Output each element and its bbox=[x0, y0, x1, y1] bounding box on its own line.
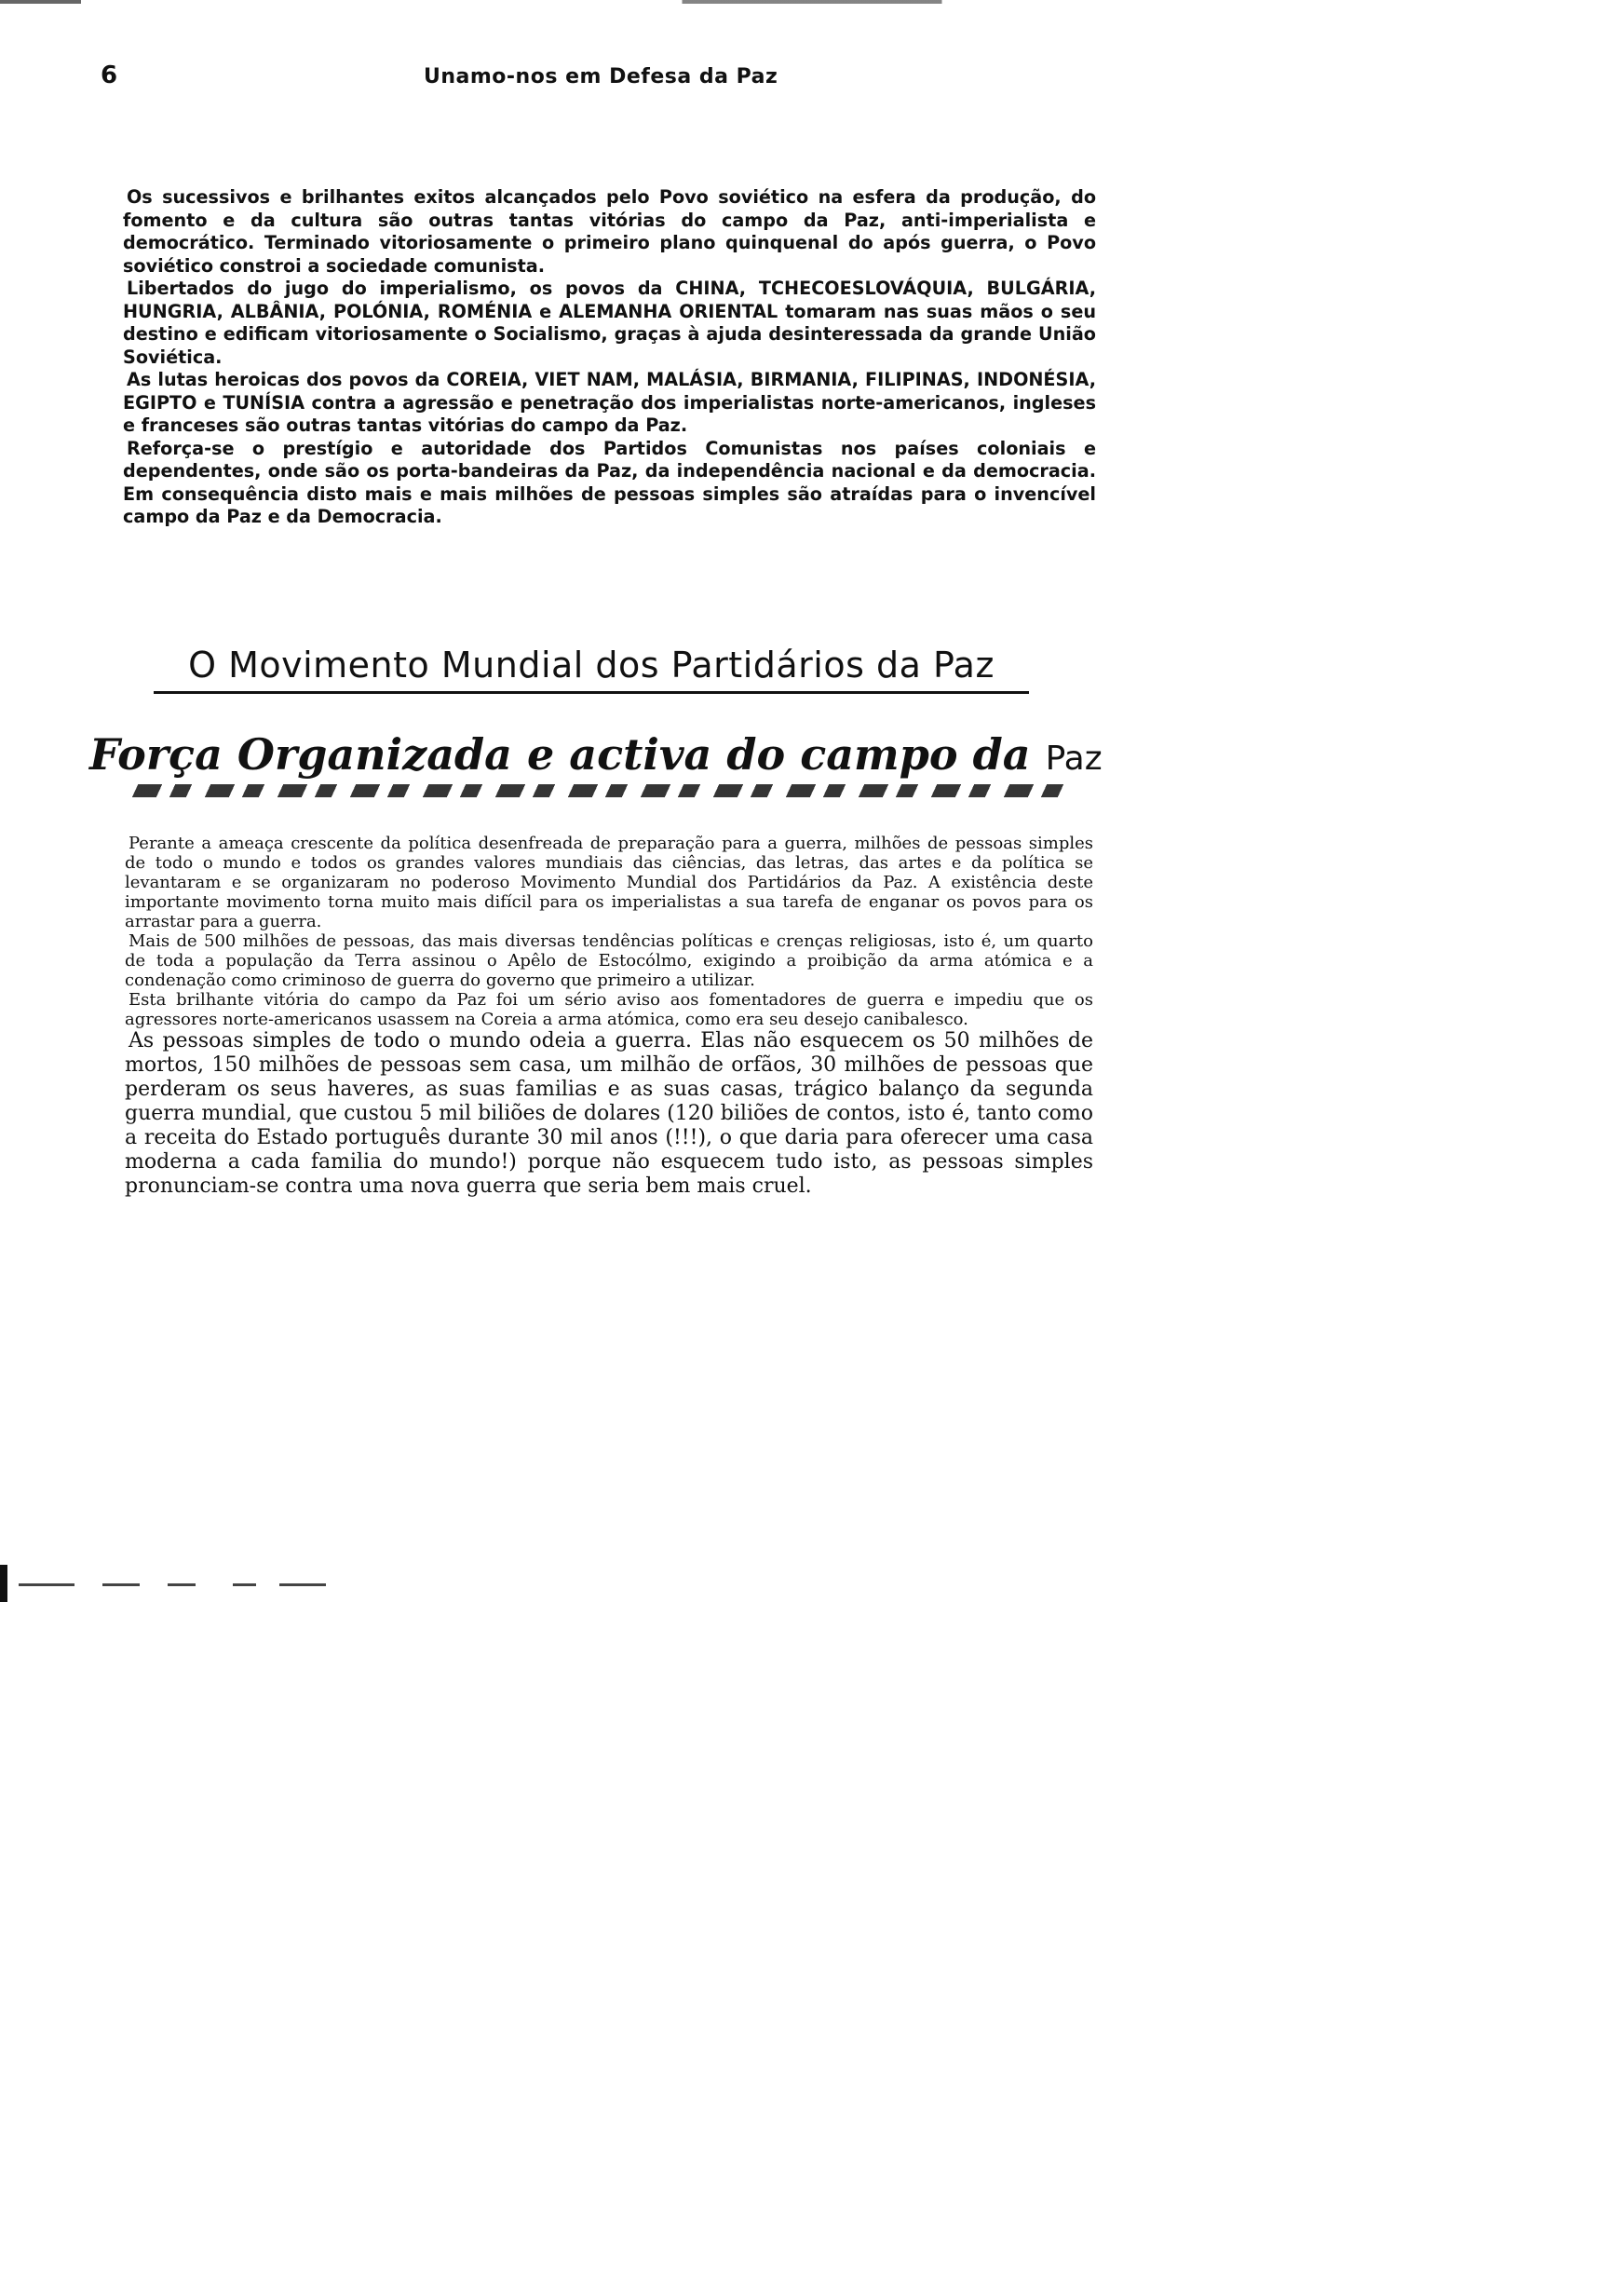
scan-artifact-mark bbox=[0, 1565, 372, 1602]
scan-edge-top bbox=[0, 0, 1624, 4]
body-text-block bbox=[125, 834, 1093, 1199]
body-paragraph: Perante a ameaça crescente da política desenfreada de preparação para a guerra, milhões de pessoas simples de todo o mundo e todos os grandes valores mundiais das ciências, das letras, das artes e da política se levantaram e se organizaram no poderoso Movimento Mundial dos Partidários da Paz. A existência deste importante movimento torna muito mais difícil para os imperialistas a sua tarefa de enganar os povos para os arrastar para a guerra. bbox=[125, 834, 1093, 931]
section-subtitle bbox=[89, 727, 1103, 787]
body-paragraph: Esta brilhante vitória do campo da Paz foi um sério aviso aos fomentadores de guerra e impediu que os agressores norte-americanos usassem na Coreia a arma atómica, como era seu desejo canibalesco. bbox=[125, 990, 1093, 1029]
running-title: Unamo-nos em Defesa da Paz bbox=[424, 65, 778, 88]
subtitle-tail-text: Paz bbox=[1045, 740, 1103, 778]
decorative-underline-ornament bbox=[132, 784, 1075, 797]
scan-artifact-dash bbox=[233, 1583, 256, 1586]
body-paragraph-final: As pessoas simples de todo o mundo odeia a guerra. Elas não esquecem os 50 milhões de mortos, 150 milhões de pessoas sem casa, um milhão de orfãos, 30 milhões de pessoas que perderam os seus haveres, as suas familias e as suas casas, trágico balanço da segunda guerra mundial, que custou 5 mil biliões de dolares (120 biliões de contos, isto é, tanto como a receita do Estado português durante 30 mil anos (!!!), o que daria para oferecer uma casa moderna a cada familia do mundo!) porque não esquecem tudo isto, as pessoas simples pronunciam-se contra uma nova guerra que seria bem mais cruel. bbox=[125, 1029, 1094, 1198]
intro-paragraph: As lutas heroicas dos povos da COREIA, VIET NAM, MALÁSIA, BIRMANIA, FILIPINAS, INDONÉSIA, EGIPTO e TUNÍSIA contra a agressão e penetração dos imperialistas norte-americanos, ingleses e franceses são outras tantas vitórias do campo da Paz. bbox=[123, 369, 1096, 436]
intro-text-block bbox=[123, 186, 1096, 529]
section-heading: O Movimento Mundial dos Partidários da Paz bbox=[154, 643, 1029, 694]
intro-paragraph: Reforça-se o prestígio e autoridade dos Partidos Comunistas nos países coloniais e dependentes, onde são os porta-bandeiras da Paz, da independência nacional e da democracia. Em consequência disto mais e mais milhões de pessoas simples são atraídas para o invencível campo da Paz e da Democracia. bbox=[123, 437, 1096, 527]
scan-artifact-dash bbox=[19, 1583, 74, 1586]
body-paragraph: Mais de 500 milhões de pessoas, das mais diversas tendências políticas e crenças religiosas, isto é, um quarto de toda a população da Terra assinou o Apêlo de Estocólmo, exigindo a proibição da arma atómica e a condenação como criminoso de guerra do governo que primeiro a utilizar. bbox=[125, 931, 1093, 990]
intro-paragraph: Libertados do jugo do imperialismo, os povos da CHINA, TCHECOESLOVÁQUIA, BULGÁRIA, HUNGRIA, ALBÂNIA, POLÓNIA, ROMÉNIA e ALEMANHA ORIENTAL tomaram nas suas mãos o seu destino e edificam vitoriosamente o Socialismo, graças à ajuda desinteressada da grande União Soviética. bbox=[123, 278, 1096, 368]
scan-artifact-bar bbox=[0, 1565, 7, 1602]
subtitle-script-text: Força Organizada e activa do campo da bbox=[89, 729, 1031, 780]
page-number: 6 bbox=[101, 61, 118, 89]
intro-paragraph: Os sucessivos e brilhantes exitos alcançados pelo Povo soviético na esfera da produção, do fomento e da cultura são outras tantas vitórias do campo da Paz, anti-imperialista e democrático. Terminado vitoriosamente o primeiro plano quinquenal do após guerra, o Povo soviético constroi a sociedade comunista. bbox=[123, 186, 1096, 277]
scan-artifact-dash bbox=[168, 1583, 196, 1586]
scan-artifact-dash bbox=[102, 1583, 140, 1586]
scan-artifact-dash bbox=[279, 1583, 326, 1586]
